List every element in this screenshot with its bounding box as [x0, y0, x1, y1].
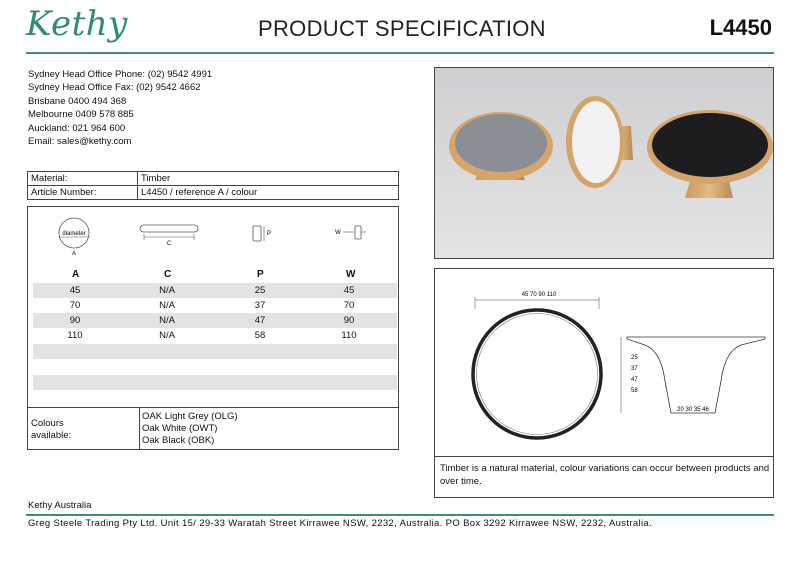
side-dimension-label: 58 — [631, 388, 638, 394]
side-dimension-label: 25 — [631, 355, 638, 361]
table-row — [33, 283, 397, 298]
technical-drawing — [435, 269, 775, 455]
cell-a: 110 — [67, 330, 83, 341]
colours-list — [142, 411, 238, 447]
side-dimension-label: 47 — [631, 377, 638, 383]
material-note: Timber is a natural material, colour variations can occur between products and over time. — [440, 463, 770, 487]
contact-line: Auckland: 021 964 600 — [28, 122, 126, 134]
bottom-dimensions-label: 20 30 35 46 — [677, 407, 709, 413]
product-photo — [434, 67, 774, 259]
diameter-diagram-icon — [56, 215, 92, 262]
material-label: Material: — [28, 172, 138, 186]
material-row — [28, 172, 399, 186]
kethy-logo: Kethy — [26, 4, 128, 44]
cell-w: 70 — [343, 300, 355, 311]
empty-table-row — [33, 375, 397, 390]
column-header-a: A — [72, 269, 80, 280]
cell-p: 58 — [254, 330, 266, 341]
cell-a: 70 — [69, 300, 81, 311]
article-label: Article Number: — [28, 186, 138, 200]
cell-p: 37 — [254, 300, 266, 311]
colours-label-line: Colours — [31, 418, 64, 429]
empty-table-row — [33, 344, 397, 359]
table-row — [33, 313, 397, 328]
cell-c: N/A — [159, 285, 175, 296]
contact-details — [28, 68, 212, 148]
diameter-label: diameter — [62, 231, 86, 237]
side-dimension-label: 37 — [631, 366, 638, 372]
drawing-divider — [435, 456, 773, 457]
footer-address: Greg Steele Trading Pty Ltd. Unit 15/ 29-33 Waratah Street Kirrawee NSW, 2232, Australia. PO Box 3292 Kirrawee NSW, 2232, Australia. — [28, 518, 653, 529]
column-header-w: W — [346, 269, 356, 280]
cell-c: N/A — [159, 315, 175, 326]
table-row — [33, 298, 397, 313]
cell-a: 90 — [69, 315, 81, 326]
handle-c-diagram-icon — [136, 221, 202, 254]
list-item: OAK Light Grey (OLG) — [142, 411, 238, 422]
cell-w: 110 — [341, 330, 357, 341]
product-code: L4450 — [709, 15, 772, 40]
table-row — [33, 328, 397, 343]
colours-panel — [27, 407, 399, 450]
material-value: Timber — [138, 172, 399, 186]
width-w-diagram-icon — [334, 223, 370, 252]
column-header-c: C — [164, 269, 172, 280]
colours-label-line: available: — [31, 430, 72, 441]
article-value: L4450 / reference A / colour — [138, 186, 399, 200]
contact-line: Sydney Head Office Phone: (02) 9542 4991 — [28, 69, 213, 80]
spec-table — [27, 171, 399, 200]
column-header-p: P — [257, 269, 264, 280]
projection-p-diagram-icon — [250, 223, 276, 252]
contact-email[interactable]: Email: sales@kethy.com — [28, 136, 132, 148]
page-title: PRODUCT SPECIFICATION — [258, 16, 546, 41]
contact-line: Brisbane 0400 494 368 — [28, 95, 127, 107]
footer-company: Kethy Australia — [28, 500, 92, 511]
cell-w: 90 — [343, 315, 355, 326]
a-label: A — [71, 251, 77, 257]
dimensions-panel — [27, 206, 399, 408]
cell-p: 25 — [254, 285, 266, 296]
footer-divider — [26, 514, 774, 516]
cell-a: 45 — [69, 285, 81, 296]
contact-line: Sydney Head Office Fax: (02) 9542 4662 — [28, 82, 201, 94]
article-row — [28, 186, 399, 200]
top-dimensions-label: 45 70 90 110 — [521, 292, 557, 298]
contact-line: Melbourne 0409 578 885 — [28, 109, 134, 121]
header-divider — [26, 52, 774, 54]
empty-table-row — [33, 359, 397, 374]
p-label: P — [266, 231, 272, 237]
list-item: Oak White (OWT) — [142, 423, 218, 434]
cell-w: 45 — [343, 285, 355, 296]
list-item: Oak Black (OBK) — [142, 435, 215, 446]
cell-p: 47 — [254, 315, 266, 326]
cell-c: N/A — [159, 330, 175, 341]
cell-c: N/A — [159, 300, 175, 311]
technical-drawing-panel — [434, 268, 774, 498]
colours-label — [31, 418, 131, 442]
colours-divider — [139, 408, 140, 449]
w-label: W — [335, 230, 341, 236]
c-label: C — [166, 241, 172, 247]
